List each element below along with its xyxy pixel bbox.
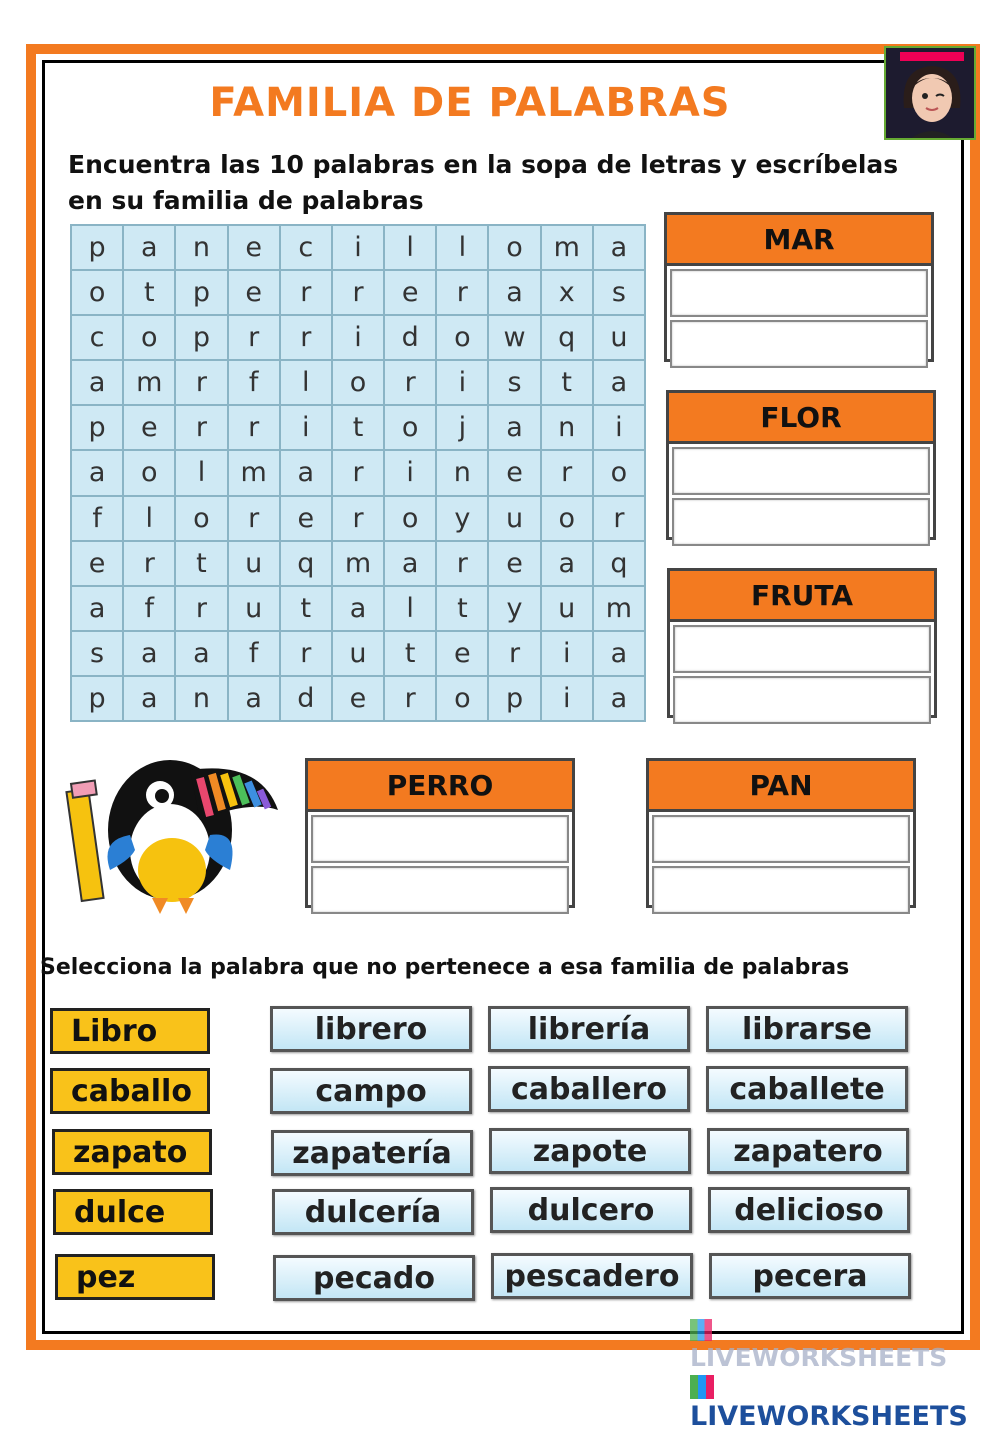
grid-cell[interactable]: e xyxy=(229,271,279,314)
watermark-logo xyxy=(690,1314,968,1372)
option-button[interactable]: campo xyxy=(270,1068,472,1114)
grid-cell[interactable]: t xyxy=(437,587,487,630)
grid-cell[interactable]: j xyxy=(437,406,487,449)
answer-input[interactable] xyxy=(670,320,928,368)
word-caballo: caballo xyxy=(50,1068,210,1114)
answer-input[interactable] xyxy=(311,866,569,914)
grid-cell[interactable]: f xyxy=(124,587,174,630)
grid-cell[interactable]: s xyxy=(489,361,539,404)
family-header: FRUTA xyxy=(670,571,934,622)
grid-cell[interactable]: e xyxy=(385,271,435,314)
grid-cell[interactable]: f xyxy=(229,632,279,675)
answer-input[interactable] xyxy=(311,815,569,863)
grid-cell[interactable]: a xyxy=(385,542,435,585)
grid-cell[interactable]: p xyxy=(489,677,539,720)
grid-cell[interactable]: r xyxy=(281,271,331,314)
grid-cell[interactable]: t xyxy=(124,271,174,314)
grid-cell[interactable]: r xyxy=(542,451,592,494)
grid-cell[interactable]: a xyxy=(489,406,539,449)
grid-cell[interactable]: a xyxy=(229,677,279,720)
grid-cell[interactable]: r xyxy=(594,497,644,540)
grid-cell[interactable]: i xyxy=(333,226,383,269)
grid-cell[interactable]: o xyxy=(385,497,435,540)
grid-cell[interactable]: i xyxy=(385,451,435,494)
grid-cell[interactable]: l xyxy=(281,361,331,404)
grid-cell[interactable]: r xyxy=(385,677,435,720)
answer-input[interactable] xyxy=(673,676,931,724)
grid-cell[interactable]: r xyxy=(124,542,174,585)
grid-cell[interactable]: m xyxy=(124,361,174,404)
grid-cell[interactable]: e xyxy=(489,451,539,494)
grid-cell[interactable]: m xyxy=(229,451,279,494)
grid-cell[interactable]: y xyxy=(437,497,487,540)
answer-input[interactable] xyxy=(673,625,931,673)
select-instruction: Selecciona la palabra que no pertenece a esa familia de palabras xyxy=(40,955,850,980)
grid-cell[interactable]: o xyxy=(385,406,435,449)
grid-cell[interactable]: e xyxy=(333,677,383,720)
grid-cell[interactable]: i xyxy=(333,316,383,359)
grid-cell[interactable]: i xyxy=(281,406,331,449)
grid-cell[interactable]: t xyxy=(333,406,383,449)
grid-cell[interactable]: y xyxy=(489,587,539,630)
option-button[interactable]: pecado xyxy=(273,1255,475,1301)
grid-cell[interactable]: p xyxy=(176,316,226,359)
grid-cell[interactable]: u xyxy=(229,542,279,585)
grid-cell[interactable]: l xyxy=(176,451,226,494)
grid-cell[interactable]: o xyxy=(437,316,487,359)
answer-input[interactable] xyxy=(672,498,930,546)
footer-logo-text: LIVEWORKSHEETS xyxy=(690,1401,968,1432)
grid-cell[interactable]: t xyxy=(281,587,331,630)
grid-cell[interactable]: d xyxy=(385,316,435,359)
grid-cell[interactable]: o xyxy=(594,451,644,494)
family-box-perro xyxy=(305,758,575,908)
option-button[interactable]: librero xyxy=(270,1006,472,1052)
footer-logo[interactable] xyxy=(690,1370,990,1432)
author-avatar xyxy=(884,46,976,140)
grid-cell[interactable]: u xyxy=(594,316,644,359)
grid-cell[interactable]: l xyxy=(385,226,435,269)
answer-input[interactable] xyxy=(652,866,910,914)
grid-cell[interactable]: i xyxy=(594,406,644,449)
page-title: FAMILIA DE PALABRAS xyxy=(209,80,731,126)
grid-cell[interactable]: o xyxy=(542,497,592,540)
grid-cell[interactable]: o xyxy=(437,677,487,720)
grid-cell[interactable]: d xyxy=(281,677,331,720)
family-header: MAR xyxy=(667,215,931,266)
family-box-mar xyxy=(664,212,934,362)
word-libro: Libro xyxy=(50,1008,210,1054)
grid-cell[interactable]: e xyxy=(72,542,122,585)
instruction-line-1: Encuentra las 10 palabras en la sopa de letras y escríbelas xyxy=(68,150,899,179)
grid-cell[interactable]: u xyxy=(333,632,383,675)
grid-cell[interactable]: o xyxy=(124,316,174,359)
grid-cell[interactable]: t xyxy=(385,632,435,675)
grid-cell[interactable]: p xyxy=(72,406,122,449)
grid-cell[interactable]: r xyxy=(489,632,539,675)
family-header: FLOR xyxy=(669,393,933,444)
option-button[interactable]: zapote xyxy=(489,1128,691,1174)
grid-cell[interactable]: x xyxy=(542,271,592,314)
grid-cell[interactable]: r xyxy=(176,406,226,449)
grid-cell[interactable]: a xyxy=(281,451,331,494)
grid-cell[interactable]: a xyxy=(594,677,644,720)
family-header: PERRO xyxy=(308,761,572,812)
grid-cell[interactable]: p xyxy=(72,677,122,720)
grid-cell[interactable]: q xyxy=(542,316,592,359)
grid-cell[interactable]: e xyxy=(281,497,331,540)
word-dulce: dulce xyxy=(53,1189,213,1235)
grid-cell[interactable]: r xyxy=(229,406,279,449)
grid-cell[interactable]: a xyxy=(594,226,644,269)
grid-cell[interactable]: i xyxy=(437,361,487,404)
answer-input[interactable] xyxy=(672,447,930,495)
grid-cell[interactable]: m xyxy=(594,587,644,630)
grid-cell[interactable]: r xyxy=(333,497,383,540)
grid-cell[interactable]: r xyxy=(281,632,331,675)
grid-cell[interactable]: r xyxy=(385,361,435,404)
liveworksheets-icon xyxy=(690,1375,714,1399)
grid-cell[interactable]: f xyxy=(72,497,122,540)
grid-cell[interactable]: o xyxy=(333,361,383,404)
grid-cell[interactable]: e xyxy=(437,632,487,675)
grid-cell[interactable]: p xyxy=(72,226,122,269)
grid-cell[interactable]: r xyxy=(281,316,331,359)
family-box-pan xyxy=(646,758,916,908)
grid-cell[interactable]: o xyxy=(489,226,539,269)
answer-input[interactable] xyxy=(652,815,910,863)
grid-cell[interactable]: p xyxy=(176,271,226,314)
grid-cell[interactable]: r xyxy=(229,316,279,359)
grid-cell[interactable]: r xyxy=(176,587,226,630)
grid-cell[interactable]: r xyxy=(176,361,226,404)
grid-cell[interactable]: l xyxy=(437,226,487,269)
grid-cell[interactable]: s xyxy=(594,271,644,314)
grid-cell[interactable]: a xyxy=(594,632,644,675)
avatar-image xyxy=(886,48,976,140)
grid-cell[interactable]: q xyxy=(594,542,644,585)
answer-input[interactable] xyxy=(670,269,928,317)
grid-cell[interactable]: a xyxy=(72,361,122,404)
word-search-grid xyxy=(70,224,646,722)
liveworksheets-icon xyxy=(690,1319,712,1341)
toucan-illustration xyxy=(60,730,280,920)
grid-cell[interactable]: e xyxy=(124,406,174,449)
grid-cell[interactable]: n xyxy=(176,226,226,269)
grid-cell[interactable]: r xyxy=(229,497,279,540)
option-button[interactable]: caballete xyxy=(706,1066,908,1112)
grid-cell[interactable]: t xyxy=(176,542,226,585)
watermark-text: LIVEWORKSHEETS xyxy=(690,1343,948,1372)
option-button[interactable]: librería xyxy=(488,1006,690,1052)
grid-cell[interactable]: a xyxy=(489,271,539,314)
grid-cell[interactable]: o xyxy=(176,497,226,540)
word-zapato: zapato xyxy=(52,1129,212,1175)
word-pez: pez xyxy=(55,1254,215,1300)
grid-cell[interactable]: a xyxy=(124,677,174,720)
grid-cell[interactable]: a xyxy=(333,587,383,630)
option-button[interactable]: delicioso xyxy=(708,1187,910,1233)
grid-cell[interactable]: a xyxy=(594,361,644,404)
grid-cell[interactable]: u xyxy=(229,587,279,630)
grid-cell[interactable]: o xyxy=(124,451,174,494)
option-button[interactable]: zapatero xyxy=(707,1128,909,1174)
grid-cell[interactable]: n xyxy=(542,406,592,449)
grid-cell[interactable]: a xyxy=(72,587,122,630)
grid-cell[interactable]: r xyxy=(437,271,487,314)
family-box-fruta xyxy=(667,568,937,718)
grid-cell[interactable]: s xyxy=(72,632,122,675)
grid-cell[interactable]: r xyxy=(437,542,487,585)
grid-cell[interactable]: a xyxy=(124,632,174,675)
option-button[interactable]: dulcero xyxy=(490,1187,692,1233)
grid-cell[interactable]: c xyxy=(281,226,331,269)
grid-cell[interactable]: m xyxy=(542,226,592,269)
grid-cell[interactable]: n xyxy=(437,451,487,494)
grid-cell[interactable]: r xyxy=(333,451,383,494)
grid-cell[interactable]: l xyxy=(385,587,435,630)
grid-cell[interactable]: w xyxy=(489,316,539,359)
option-button[interactable]: caballero xyxy=(488,1066,690,1112)
option-button[interactable]: librarse xyxy=(706,1006,908,1052)
option-button[interactable]: zapatería xyxy=(271,1130,473,1176)
grid-cell[interactable]: q xyxy=(281,542,331,585)
grid-cell[interactable]: u xyxy=(489,497,539,540)
grid-cell[interactable]: r xyxy=(333,271,383,314)
instruction-line-2: en su familia de palabras xyxy=(68,186,424,215)
option-button[interactable]: pescadero xyxy=(491,1253,693,1299)
grid-cell[interactable]: l xyxy=(124,497,174,540)
grid-cell[interactable]: f xyxy=(229,361,279,404)
grid-cell[interactable]: u xyxy=(542,587,592,630)
grid-cell[interactable]: i xyxy=(542,632,592,675)
grid-cell[interactable]: a xyxy=(542,542,592,585)
grid-cell[interactable]: a xyxy=(124,226,174,269)
grid-cell[interactable]: a xyxy=(176,632,226,675)
grid-cell[interactable]: e xyxy=(229,226,279,269)
option-button[interactable]: dulcería xyxy=(272,1189,474,1235)
family-header: PAN xyxy=(649,761,913,812)
grid-cell[interactable]: n xyxy=(176,677,226,720)
grid-cell[interactable]: e xyxy=(489,542,539,585)
toucan-icon xyxy=(60,730,280,920)
grid-cell[interactable]: i xyxy=(542,677,592,720)
grid-cell[interactable]: a xyxy=(72,451,122,494)
grid-cell[interactable]: o xyxy=(72,271,122,314)
grid-cell[interactable]: m xyxy=(333,542,383,585)
grid-cell[interactable]: t xyxy=(542,361,592,404)
family-box-flor xyxy=(666,390,936,540)
option-button[interactable]: pecera xyxy=(709,1253,911,1299)
grid-cell[interactable]: c xyxy=(72,316,122,359)
